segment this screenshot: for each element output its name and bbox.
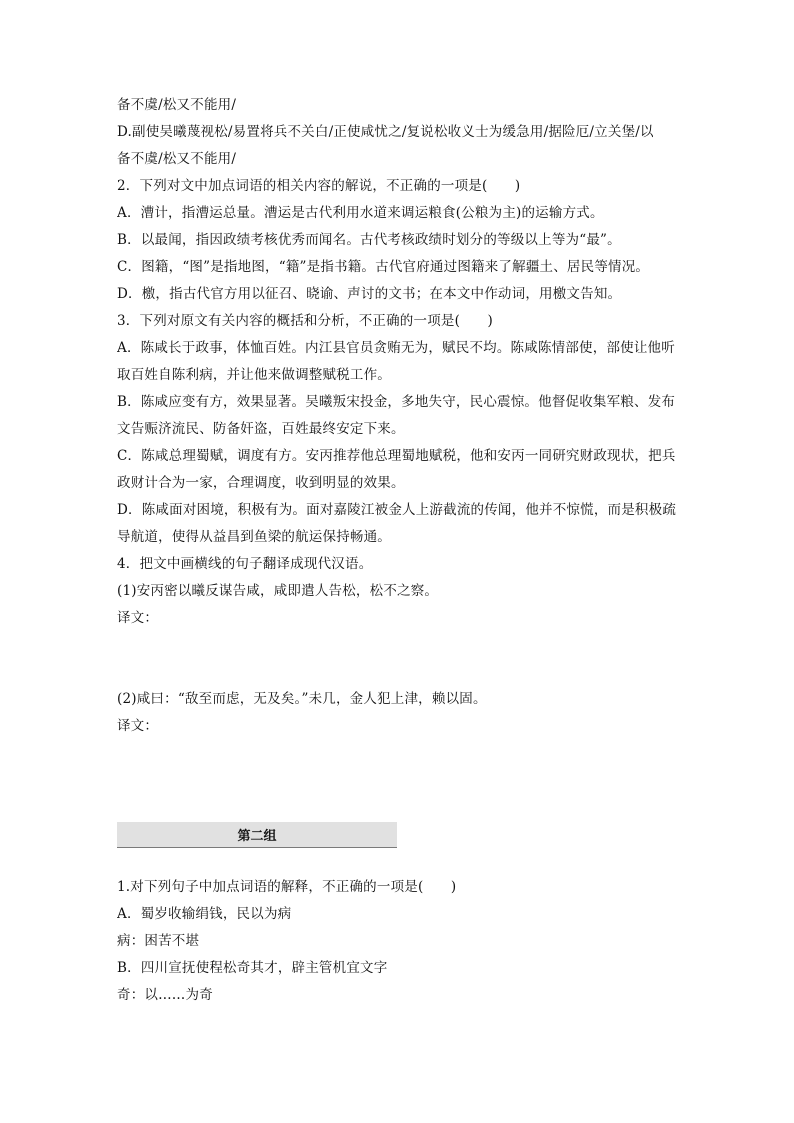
- q3-line: 导航道，使得从益昌到鱼梁的航运保持畅通。: [117, 529, 391, 545]
- q3-stem: 3．下列对原文有关内容的概括和分析，不正确的一项是( ): [117, 313, 493, 329]
- g2-q1-stem: 1.对下列句子中加点词语的解释，不正确的一项是( ): [117, 879, 457, 895]
- g2-q1-option-a: A．蜀岁收输绢钱，民以为病: [117, 906, 292, 922]
- q4-stem: 4．把文中画横线的句子翻译成现代汉语。: [117, 556, 373, 572]
- q3-line: 取百姓自陈利病，并让他来做调整赋税工作。: [117, 367, 391, 383]
- g2-q1-option-b: B．四川宣抚使程松奇其才，辟主管机宜文字: [117, 960, 388, 976]
- document-page: [117, 92, 682, 1009]
- q3-line: 文告赈济流民、防备奸盗，百姓最终安定下来。: [117, 421, 405, 437]
- answer-space-1: [117, 632, 682, 686]
- section-header: [117, 822, 397, 848]
- g2-q1-option-a-gloss: 病：困苦不堪: [117, 933, 200, 949]
- q4-sentence-1: (1)安丙密以曦反谋告咸，咸即遣人告松，松不之察。: [117, 583, 439, 599]
- q2-option-d: D．檄，指古代官方用以征召、晓谕、声讨的文书；在本文中作动词，用檄文告知。: [117, 286, 622, 302]
- q2-stem: 2．下列对文中加点词语的相关内容的解说，不正确的一项是( ): [117, 178, 521, 194]
- q2-option-a: A．漕计，指漕运总量。漕运是古代利用水道来调运粮食(公粮为主)的运输方式。: [117, 205, 604, 221]
- answer-space-2: [117, 740, 682, 822]
- q4-translation-label-2: 译文：: [117, 718, 159, 734]
- q3-line: C．陈咸总理蜀赋，调度有方。安丙推荐他总理蜀地赋税，他和安丙一同研究财政现状，把兵: [117, 448, 676, 464]
- q3-line: A．陈咸长于政事，体恤百姓。内江县官员贪贿无为，赋民不均。陈咸陈情部使，部使让他听: [117, 340, 675, 356]
- q3-line: D．陈咸面对困境，积极有为。面对嘉陵江被金人上游截流的传闻，他并不惊慌，而是积极疏: [117, 502, 677, 518]
- g2-q1-option-b-gloss: 奇：以……为奇: [117, 987, 213, 1003]
- q1-option-c-tail: 备不虞/松又不能用/: [117, 97, 237, 113]
- q4-translation-label-1: 译文：: [117, 610, 159, 626]
- q2-option-c: C．图籍，“图”是指地图，“籍”是指书籍。古代官府通过图籍来了解疆土、居民等情况。: [117, 259, 650, 275]
- q1-option-d-tail: 备不虞/松又不能用/: [117, 151, 237, 167]
- q1-option-d: D.副使吴曦蔑视松/易置将兵不关白/正使咸忧之/复说松收义士为缓急用/据险厄/立关堡/以: [117, 124, 654, 140]
- q3-line: B．陈咸应变有方，效果显著。吴曦叛宋投金，多地失守，民心震惊。他督促收集军粮、发布: [117, 394, 676, 410]
- q3-line: 政财计合为一家，合理调度，收到明显的效果。: [117, 475, 405, 491]
- q2-option-b: B．以最闻，指因政绩考核优秀而闻名。古代考核政绩时划分的等级以上等为“最”。: [117, 232, 621, 248]
- q4-sentence-2: (2)咸曰：“敌至而虑，无及矣。”未几，金人犯上津，赖以固。: [117, 691, 487, 707]
- section-title: 第二组: [237, 829, 277, 844]
